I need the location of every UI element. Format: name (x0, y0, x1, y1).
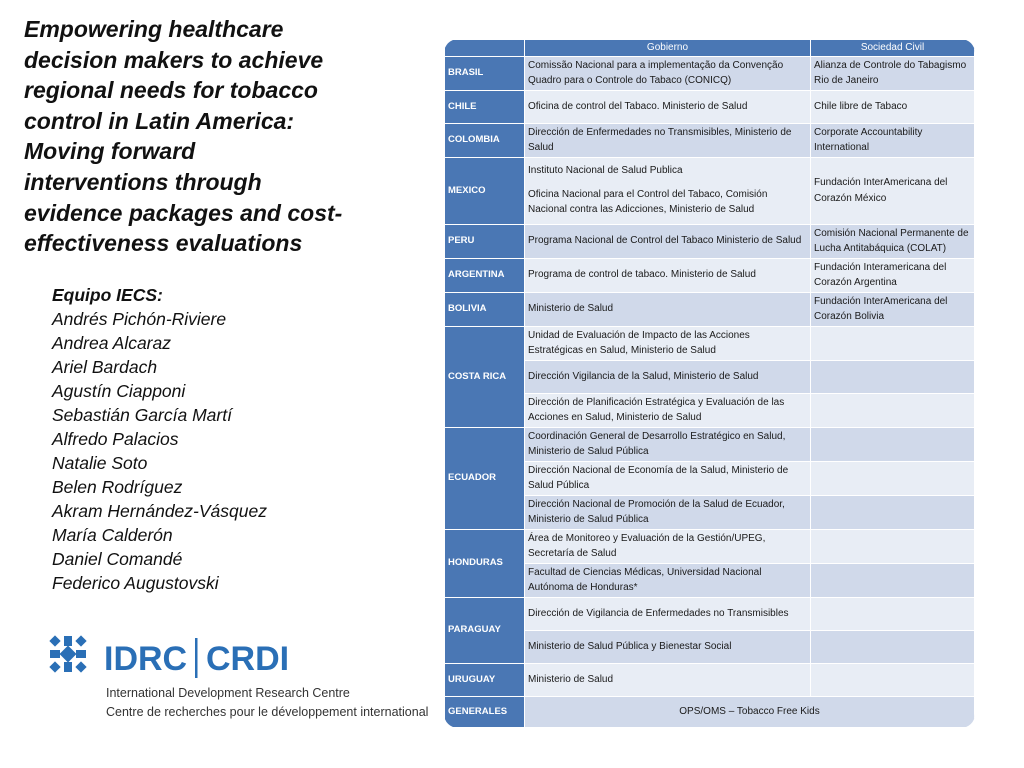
gov-cell: Dirección Nacional de Economía de la Salud, Ministerio de Salud Pública (525, 461, 811, 495)
table-row (445, 696, 975, 727)
table-row (445, 56, 975, 90)
civil-cell: Corporate Accountability International (811, 123, 975, 157)
team-member: Daniel Comandé (52, 549, 183, 569)
civil-cell: Fundación Interamericana del Corazón Argentina (811, 258, 975, 292)
gov-cell: Facultad de Ciencias Médicas, Universidad Nacional Autónoma de Honduras* (525, 563, 811, 597)
table-row (445, 224, 975, 258)
team-member: Federico Augustovski (52, 573, 219, 593)
country-label: HONDURAS (445, 529, 525, 597)
table-row (445, 563, 975, 597)
table-row (445, 630, 975, 663)
gov-cell: Área de Monitoreo y Evaluación de la Gestión/UPEG, Secretaría de Salud (525, 529, 811, 563)
country-label: COSTA RICA (445, 326, 525, 427)
header-corner (445, 40, 525, 57)
country-label: PERU (445, 224, 525, 258)
idrc-crdi-logo (48, 634, 429, 724)
table-row (445, 123, 975, 157)
civil-cell (811, 360, 975, 393)
logo-name-en: International Development Research Centre (106, 686, 350, 700)
country-label: COLOMBIA (445, 123, 525, 157)
civil-cell (811, 326, 975, 360)
gov-cell (525, 157, 811, 224)
gov-cell: Dirección de Vigilancia de Enfermedades no Transmisibles (525, 597, 811, 630)
gov-cell: Ministerio de Salud (525, 663, 811, 696)
team-member: Natalie Soto (52, 453, 148, 473)
logo-acronym-en: IDRC (104, 640, 188, 678)
civil-cell (811, 663, 975, 696)
country-label: GENERALES (445, 696, 525, 727)
table-row (445, 90, 975, 123)
country-label: BOLIVIA (445, 292, 525, 326)
header-gobierno: Gobierno (525, 40, 811, 57)
country-label: URUGUAY (445, 663, 525, 696)
gov-cell: Ministerio de Salud (525, 292, 811, 326)
table-row (445, 258, 975, 292)
civil-cell: Fundación InterAmericana del Corazón Bolivia (811, 292, 975, 326)
gov-cell: Unidad de Evaluación de Impacto de las Acciones Estratégicas en Salud, Ministerio de Salud (525, 326, 811, 360)
table-row (445, 597, 975, 630)
gov-cell: Oficina de control del Tabaco. Ministerio de Salud (525, 90, 811, 123)
logo-name-fr: Centre de recherches pour le développement international (106, 705, 429, 719)
table-row (445, 326, 975, 360)
team-member: Andrés Pichón-Riviere (52, 309, 227, 329)
table-header-row (445, 40, 975, 57)
civil-cell (811, 563, 975, 597)
team-list (52, 283, 372, 595)
civil-cell: Alianza de Controle do Tabagismo Rio de Janeiro (811, 56, 975, 90)
table-row (445, 495, 975, 529)
civil-cell (811, 461, 975, 495)
team-member: Alfredo Palacios (52, 429, 179, 449)
table-row (445, 529, 975, 563)
civil-cell (811, 529, 975, 563)
civil-cell: Fundación InterAmericana del Corazón México (811, 157, 975, 224)
gov-cell: Ministerio de Salud Pública y Bienestar Social (525, 630, 811, 663)
table-row (445, 157, 975, 224)
gov-cell: Dirección Nacional de Promoción de la Salud de Ecuador, Ministerio de Salud Pública (525, 495, 811, 529)
civil-cell (811, 597, 975, 630)
table-row (445, 427, 975, 461)
gov-cell: Programa de control de tabaco. Ministerio de Salud (525, 258, 811, 292)
civil-cell (811, 495, 975, 529)
table-row (445, 360, 975, 393)
team-member: Akram Hernández-Vásquez (52, 501, 267, 521)
team-heading: Equipo IECS: (52, 285, 163, 305)
country-label: ECUADOR (445, 427, 525, 529)
header-sociedad-civil: Sociedad Civil (811, 40, 975, 57)
gov-entry: Instituto Nacional de Salud Publica (528, 165, 683, 177)
gov-cell: Dirección Vigilancia de la Salud, Ministerio de Salud (525, 360, 811, 393)
country-label: ARGENTINA (445, 258, 525, 292)
team-member: Sebastián García Martí (52, 405, 232, 425)
gov-entry: Oficina Nacional para el Control del Tabaco, Comisión Nacional contra las Adicciones, Ministerio de Salud (528, 188, 768, 216)
civil-cell: Comisión Nacional Permanente de Lucha Antitabáquica (COLAT) (811, 224, 975, 258)
civil-cell: Chile libre de Tabaco (811, 90, 975, 123)
table-row (445, 292, 975, 326)
gov-cell: Programa Nacional de Control del Tabaco Ministerio de Salud (525, 224, 811, 258)
logo-acronym-fr: CRDI (206, 640, 290, 678)
table-row (445, 663, 975, 696)
country-label: CHILE (445, 90, 525, 123)
civil-cell (811, 630, 975, 663)
idrc-logo-icon (48, 634, 348, 684)
civil-cell (811, 393, 975, 427)
general-cell: OPS/OMS – Tobacco Free Kids (525, 696, 975, 727)
country-label: MEXICO (445, 157, 525, 224)
team-member: Belen Rodríguez (52, 477, 183, 497)
table-row (445, 461, 975, 495)
gov-cell: Coordinación General de Desarrollo Estratégico en Salud, Ministerio de Salud Pública (525, 427, 811, 461)
team-member: María Calderón (52, 525, 173, 545)
gov-cell: Dirección de Planificación Estratégica y Evaluación de las Acciones en Salud, Ministerio de Salud (525, 393, 811, 427)
slide-title: Empowering healthcare decision makers to achieve regional needs for tobacco control in Latin America: Moving forward interventions through evidence packages and cost-effectiveness evaluations (24, 16, 343, 257)
country-label: PARAGUAY (445, 597, 525, 663)
team-member: Ariel Bardach (52, 357, 158, 377)
civil-cell (811, 427, 975, 461)
gov-cell: Dirección de Enfermedades no Transmisibles, Ministerio de Salud (525, 123, 811, 157)
gov-cell: Comissão Nacional para a implementação da Convenção Quadro para o Controle do Tabaco (CONICQ) (525, 56, 811, 90)
team-member: Andrea Alcaraz (52, 333, 171, 353)
country-table (444, 39, 975, 728)
country-label: BRASIL (445, 56, 525, 90)
table-row (445, 393, 975, 427)
team-member: Agustín Ciapponi (52, 381, 186, 401)
